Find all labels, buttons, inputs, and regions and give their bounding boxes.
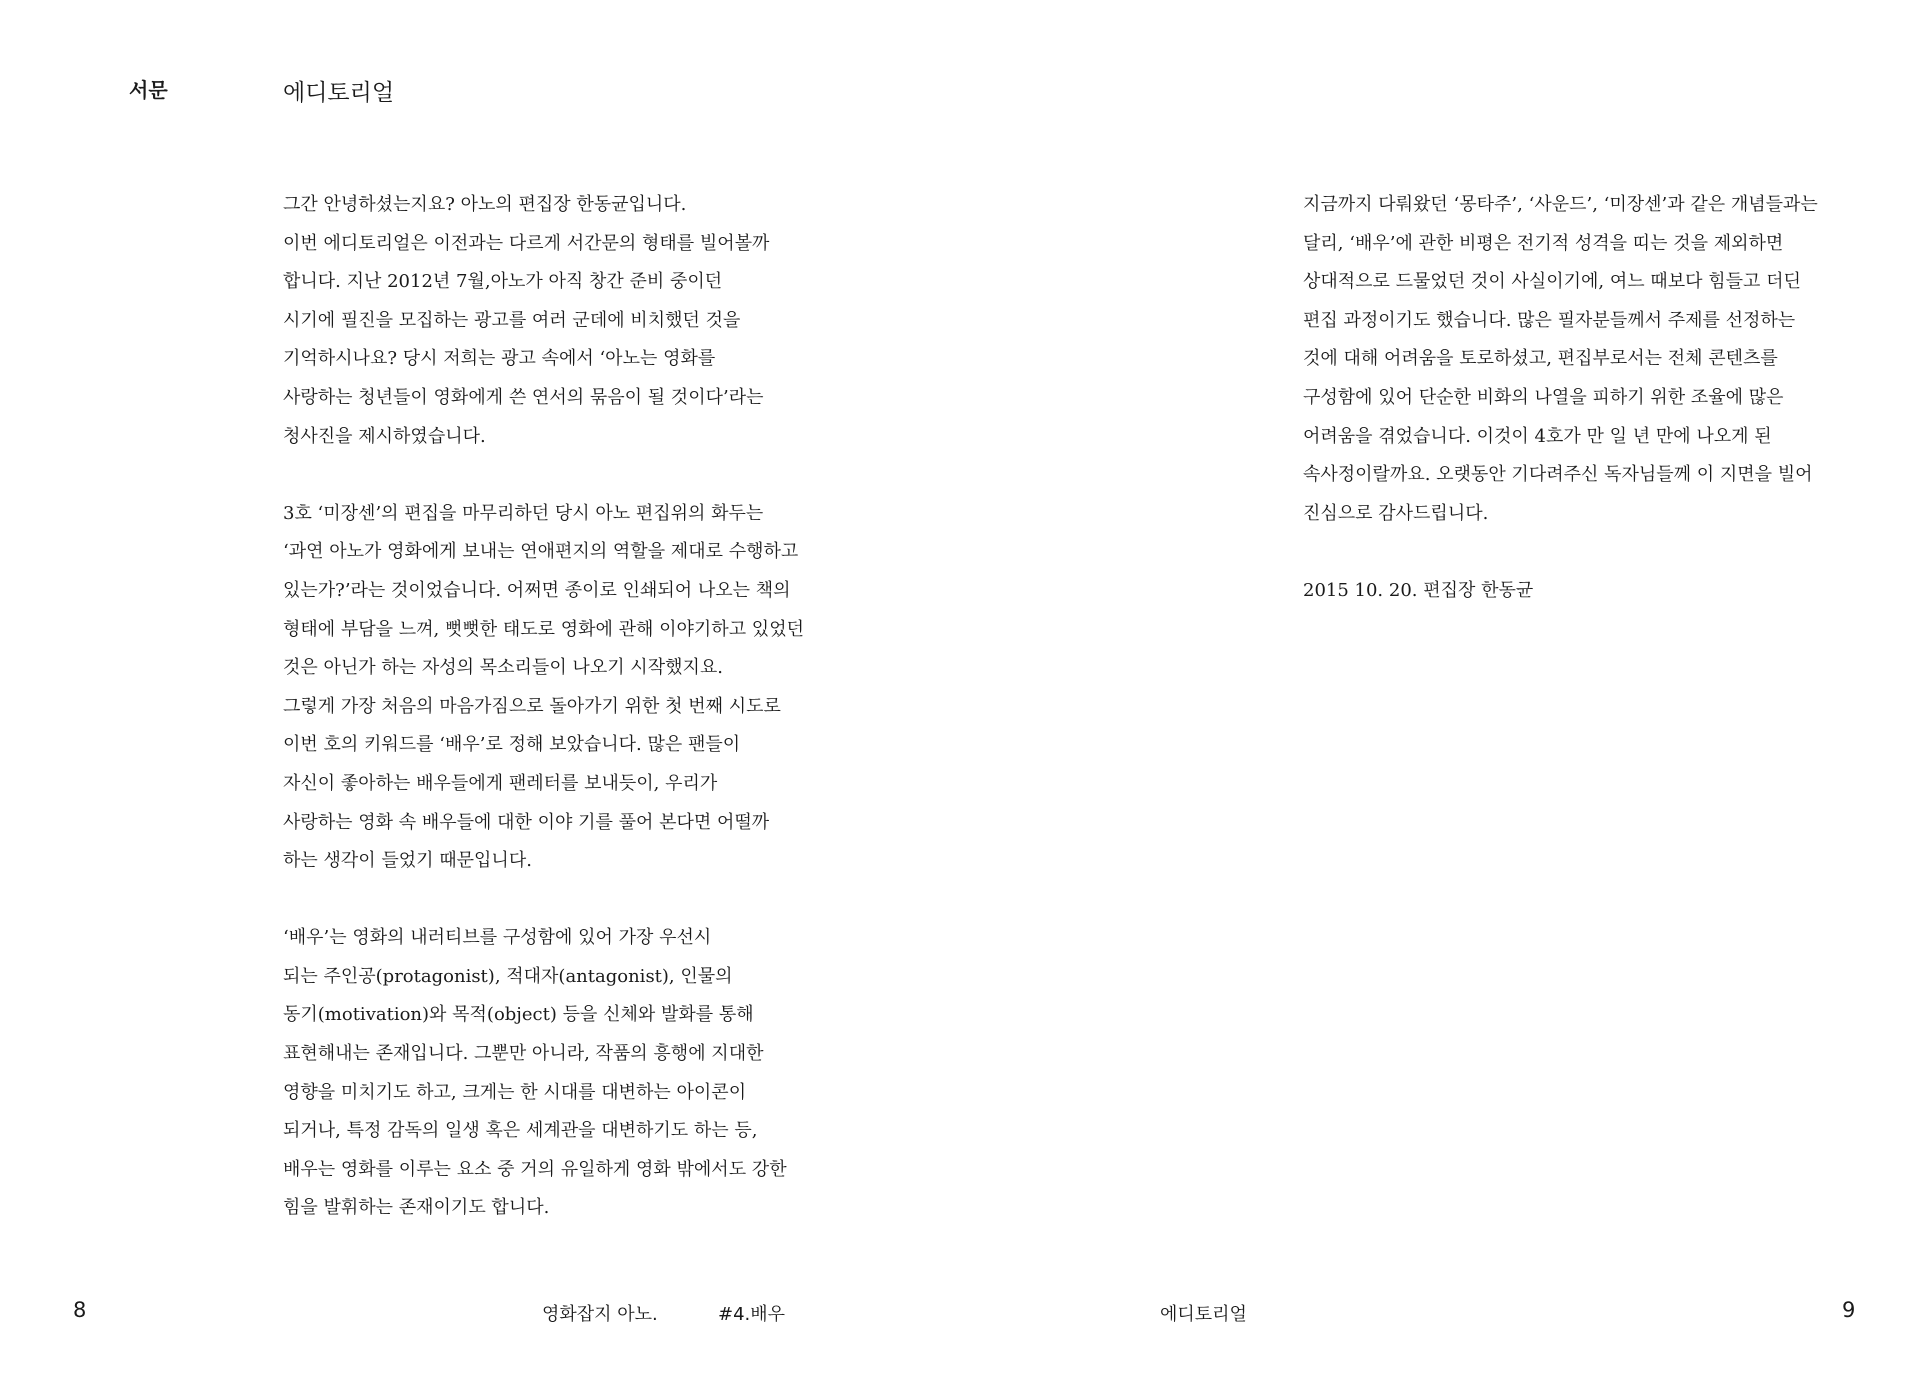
text-line: 상대적으로 드물었던 것이 사실이기에, 여느 때보다 힘들고 더딘 (1303, 271, 1801, 293)
right-column (1303, 186, 1818, 611)
text-line: 사랑하는 영화 속 배우들에 대한 이야 기를 풀어 본다면 어떨까 (283, 811, 770, 833)
text-line: 표현해내는 존재입니다. 그뿐만 아니라, 작품의 흥행에 지대한 (283, 1043, 764, 1065)
left-column (283, 186, 804, 1228)
text-line: 청사진을 제시하였습니다. (283, 425, 486, 447)
text-line: 그렇게 가장 처음의 마음가짐으로 돌아가기 위한 첫 번째 시도로 (283, 695, 781, 717)
text-line: 자신이 좋아하는 배우들에게 팬레터를 보내듯이, 우리가 (283, 772, 718, 794)
section-label: 서문 (129, 78, 168, 102)
text-line: 배우는 영화를 이루는 요소 중 거의 유일하게 영화 밖에서도 강한 (283, 1158, 787, 1180)
text-line: 것은 아닌가 하는 자성의 목소리들이 나오기 시작했지요. (283, 657, 723, 679)
text-line: 이번 에디토리얼은 이전과는 다르게 서간문의 형태를 빌어볼까 (283, 232, 770, 254)
page-title: 에디토리얼 (283, 80, 395, 106)
paragraph-gap (1303, 533, 1818, 572)
text-line: 하는 생각이 들었기 때문입니다. (283, 850, 532, 872)
paragraph-gap (283, 881, 804, 920)
text-line: 되는 주인공(protagonist), 적대자(antagonist), 인물의 (283, 965, 733, 987)
text-line: 2015 10. 20. 편집장 한동균 (1303, 579, 1534, 601)
text-line: 영향을 미치기도 하고, 크게는 한 시대를 대변하는 아이콘이 (283, 1081, 747, 1103)
footer-section: 에디토리얼 (1160, 1304, 1247, 1325)
text-line: 3호 ‘미장센’의 편집을 마무리하던 당시 아노 편집위의 화두는 (283, 502, 764, 524)
text-line: 기억하시나요? 당시 저희는 광고 속에서 ‘아노는 영화를 (283, 348, 716, 370)
text-line: 되거나, 특정 감독의 일생 혹은 세계관을 대변하기도 하는 등, (283, 1120, 758, 1142)
text-line: 힘을 발휘하는 존재이기도 합니다. (283, 1197, 550, 1219)
text-line: 어려움을 겪었습니다. 이것이 4호가 만 일 년 만에 나오게 된 (1303, 425, 1772, 447)
text-line: 편집 과정이기도 했습니다. 많은 필자분들께서 주제를 선정하는 (1303, 309, 1796, 331)
text-line: 것에 대해 어려움을 토로하셨고, 편집부로서는 전체 콘텐츠를 (1303, 348, 1778, 370)
text-line: 이번 호의 키워드를 ‘배우’로 정해 보았습니다. 많은 팬들이 (283, 734, 741, 756)
text-line: 그간 안녕하셨는지요? 아노의 편집장 한동균입니다. (283, 194, 687, 215)
page-number-right: 9 (1842, 1298, 1856, 1322)
text-line: ‘배우’는 영화의 내러티브를 구성함에 있어 가장 우선시 (283, 927, 712, 949)
issue-label: #4.배우 (718, 1304, 786, 1325)
text-line: 있는가?’라는 것이었습니다. 어쩌면 종이로 인쇄되어 나오는 책의 (283, 579, 791, 601)
text-line: 달리, ‘배우’에 관한 비평은 전기적 성격을 띠는 것을 제외하면 (1303, 232, 1784, 254)
text-line: 사랑하는 청년들이 영화에게 쓴 연서의 묶음이 될 것이다’라는 (283, 386, 764, 408)
page-number-left: 8 (73, 1298, 87, 1322)
paragraph-gap (283, 456, 804, 495)
text-line: 지금까지 다뤄왔던 ‘몽타주’, ‘사운드’, ‘미장센’과 같은 개념들과는 (1303, 194, 1818, 215)
text-line: 형태에 부담을 느껴, 뻣뻣한 태도로 영화에 관해 이야기하고 있었던 (283, 618, 804, 640)
magazine-name: 영화잡지 아노. (542, 1304, 658, 1325)
text-line: 속사정이랄까요. 오랫동안 기다려주신 독자님들께 이 지면을 빌어 (1303, 464, 1813, 486)
text-line: 합니다. 지난 2012년 7월,아노가 아직 창간 준비 중이던 (283, 271, 723, 293)
text-line: 진심으로 감사드립니다. (1303, 502, 1489, 524)
text-line: 동기(motivation)와 목적(object) 등을 신체와 발화를 통해 (283, 1004, 754, 1026)
text-line: 구성함에 있어 단순한 비화의 나열을 피하기 위한 조율에 많은 (1303, 386, 1784, 408)
text-line: ‘과연 아노가 영화에게 보내는 연애편지의 역할을 제대로 수행하고 (283, 541, 799, 563)
text-line: 시기에 필진을 모집하는 광고를 여러 군데에 비치했던 것을 (283, 309, 741, 331)
